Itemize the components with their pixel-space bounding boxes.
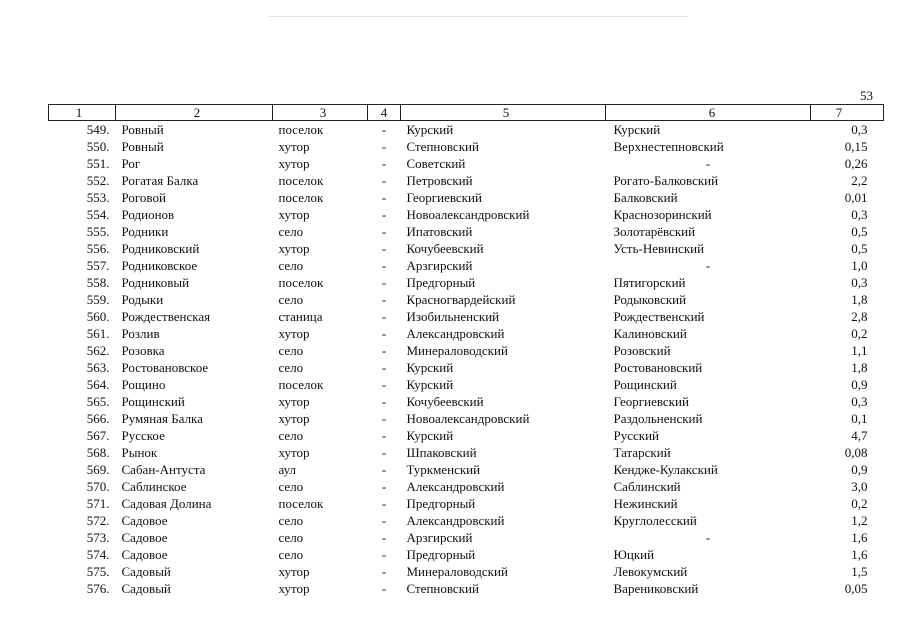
settlement-type: хутор [278, 326, 310, 341]
municipality-name: Рождественский [613, 309, 705, 324]
district-name: Новоалександровский [406, 411, 530, 426]
table-row [49, 342, 884, 359]
municipality-name: Розовский [613, 343, 671, 358]
district-name: Курский [406, 428, 454, 443]
municipality-name: Русский [613, 428, 659, 443]
municipality-name: Усть-Невинский [613, 241, 705, 256]
district-name: Петровский [406, 173, 473, 188]
municipality-name: - [705, 258, 711, 273]
column-4-value: - [381, 547, 387, 562]
column-4-value: - [381, 292, 387, 307]
municipality-name: Круглолесский [613, 513, 697, 528]
settlement-name: Сабан-Антуста [121, 462, 206, 477]
settlement-name: Родионов [121, 207, 175, 222]
row-number: 561. [86, 326, 110, 341]
settlement-type: хутор [278, 394, 310, 409]
numeric-value: 0,15 [844, 139, 868, 154]
column-header-3: 3 [273, 105, 368, 121]
settlement-type: аул [278, 462, 297, 477]
table-row [49, 495, 884, 512]
numeric-value: 0,3 [851, 122, 868, 137]
municipality-name: Раздольненский [613, 411, 703, 426]
municipality-name: Георгиевский [613, 394, 689, 409]
settlements-table [48, 104, 884, 597]
settlement-type: село [278, 428, 304, 443]
settlement-name: Садовая Долина [121, 496, 212, 511]
column-4-value: - [381, 513, 387, 528]
settlement-name: Роговой [121, 190, 166, 205]
settlement-name: Рогатая Балка [121, 173, 199, 188]
table-row [49, 393, 884, 410]
table-row [49, 291, 884, 308]
municipality-name: Кендже-Кулакский [613, 462, 718, 477]
district-name: Минераловодский [406, 564, 508, 579]
settlement-type: хутор [278, 156, 310, 171]
settlement-type: село [278, 513, 304, 528]
table-row [49, 172, 884, 189]
numeric-value: 0,5 [851, 224, 868, 239]
table-row [49, 461, 884, 478]
municipality-name: Саблинский [613, 479, 681, 494]
municipality-name: Юцкий [613, 547, 655, 562]
settlement-name: Садовое [121, 530, 168, 545]
table-row [49, 189, 884, 206]
settlement-type: село [278, 530, 304, 545]
district-name: Арзгирский [406, 530, 473, 545]
column-4-value: - [381, 394, 387, 409]
table-row [49, 206, 884, 223]
settlement-name: Родники [121, 224, 169, 239]
table-row [49, 546, 884, 563]
municipality-name: Татарский [613, 445, 671, 460]
numeric-value: 1,0 [851, 258, 868, 273]
table-row [49, 240, 884, 257]
column-header-6: 6 [606, 105, 811, 121]
settlement-type: хутор [278, 207, 310, 222]
district-name: Шпаковский [406, 445, 477, 460]
settlement-name: Розлив [121, 326, 160, 341]
municipality-name: Рощинский [613, 377, 677, 392]
district-name: Предгорный [406, 547, 476, 562]
numeric-value: 1,2 [851, 513, 868, 528]
table-row [49, 257, 884, 274]
settlement-type: село [278, 343, 304, 358]
municipality-name: Балковский [613, 190, 678, 205]
district-name: Ипатовский [406, 224, 473, 239]
row-number: 567. [86, 428, 110, 443]
table-row [49, 410, 884, 427]
settlement-name: Румяная Балка [121, 411, 203, 426]
district-name: Кочубеевский [406, 241, 484, 256]
row-number: 550. [86, 139, 110, 154]
table-row [49, 359, 884, 376]
settlement-type: станица [278, 309, 323, 324]
settlement-name: Ровный [121, 139, 164, 154]
settlement-name: Рождественская [121, 309, 211, 324]
numeric-value: 1,6 [851, 547, 868, 562]
municipality-name: Левокумский [613, 564, 688, 579]
district-name: Изобильненский [406, 309, 500, 324]
numeric-value: 0,9 [851, 462, 868, 477]
numeric-value: 0,5 [851, 241, 868, 256]
settlement-name: Саблинское [121, 479, 187, 494]
row-number: 551. [86, 156, 110, 171]
numeric-value: 0,1 [851, 411, 868, 426]
settlement-type: хутор [278, 411, 310, 426]
district-name: Курский [406, 377, 454, 392]
table-row [49, 138, 884, 155]
numeric-value: 0,26 [844, 156, 868, 171]
column-4-value: - [381, 360, 387, 375]
column-4-value: - [381, 258, 387, 273]
column-header-1: 1 [49, 105, 116, 121]
settlement-type: село [278, 258, 304, 273]
district-name: Арзгирский [406, 258, 473, 273]
municipality-name: Калиновский [613, 326, 687, 341]
district-name: Советский [406, 156, 466, 171]
row-number: 565. [86, 394, 110, 409]
row-number: 553. [86, 190, 110, 205]
settlement-type: хутор [278, 581, 310, 596]
table-row [49, 121, 884, 139]
table-row [49, 155, 884, 172]
table-header-row [49, 105, 884, 121]
settlement-name: Ростовановское [121, 360, 209, 375]
settlement-name: Рощинский [121, 394, 185, 409]
district-name: Предгорный [406, 275, 476, 290]
district-name: Туркменский [406, 462, 481, 477]
row-number: 554. [86, 207, 110, 222]
numeric-value: 1,8 [851, 360, 868, 375]
settlement-name: Садовый [121, 581, 171, 596]
district-name: Предгорный [406, 496, 476, 511]
row-number: 571. [86, 496, 110, 511]
settlement-type: село [278, 547, 304, 562]
settlement-type: хутор [278, 241, 310, 256]
settlement-name: Ровный [121, 122, 164, 137]
scan-artifact-line [268, 16, 688, 17]
settlement-name: Рог [121, 156, 141, 171]
district-name: Красногвардейский [406, 292, 516, 307]
row-number: 559. [86, 292, 110, 307]
table-row [49, 325, 884, 342]
settlement-type: село [278, 479, 304, 494]
settlement-name: Русское [121, 428, 165, 443]
settlement-type: хутор [278, 564, 310, 579]
settlement-name: Садовое [121, 513, 168, 528]
settlement-type: село [278, 292, 304, 307]
numeric-value: 2,2 [851, 173, 868, 188]
settlement-name: Рынок [121, 445, 158, 460]
table-row [49, 223, 884, 240]
column-header-7: 7 [811, 105, 884, 121]
column-4-value: - [381, 207, 387, 222]
settlement-type: поселок [278, 173, 324, 188]
row-number: 562. [86, 343, 110, 358]
column-4-value: - [381, 139, 387, 154]
numeric-value: 0,08 [844, 445, 868, 460]
column-4-value: - [381, 343, 387, 358]
column-4-value: - [381, 462, 387, 477]
settlement-type: поселок [278, 190, 324, 205]
settlement-name: Родыки [121, 292, 164, 307]
row-number: 576. [86, 581, 110, 596]
row-number: 575. [86, 564, 110, 579]
column-4-value: - [381, 377, 387, 392]
district-name: Степновский [406, 581, 479, 596]
district-name: Курский [406, 122, 454, 137]
table-row [49, 376, 884, 393]
column-header-4: 4 [368, 105, 401, 121]
column-4-value: - [381, 326, 387, 341]
row-number: 563. [86, 360, 110, 375]
settlement-name: Розовка [121, 343, 165, 358]
column-header-2: 2 [116, 105, 273, 121]
district-name: Александровский [406, 326, 505, 341]
column-4-value: - [381, 479, 387, 494]
district-name: Александровский [406, 479, 505, 494]
table-row [49, 512, 884, 529]
numeric-value: 0,3 [851, 275, 868, 290]
table-row [49, 427, 884, 444]
district-name: Георгиевский [406, 190, 482, 205]
row-number: 557. [86, 258, 110, 273]
row-number: 564. [86, 377, 110, 392]
numeric-value: 3,0 [851, 479, 868, 494]
row-number: 556. [86, 241, 110, 256]
table-row [49, 444, 884, 461]
municipality-name: Верхнестепновский [613, 139, 724, 154]
numeric-value: 1,5 [851, 564, 868, 579]
municipality-name: Краснозоринский [613, 207, 712, 222]
column-4-value: - [381, 445, 387, 460]
settlement-name: Садовое [121, 547, 168, 562]
table-row [49, 529, 884, 546]
settlement-name: Родниковый [121, 275, 190, 290]
row-number: 570. [86, 479, 110, 494]
numeric-value: 2,8 [851, 309, 868, 324]
row-number: 555. [86, 224, 110, 239]
settlement-type: село [278, 360, 304, 375]
table-row [49, 563, 884, 580]
numeric-value: 1,1 [851, 343, 868, 358]
settlement-type: хутор [278, 445, 310, 460]
row-number: 566. [86, 411, 110, 426]
row-number: 573. [86, 530, 110, 545]
municipality-name: Нежинский [613, 496, 678, 511]
municipality-name: Рогато-Балковский [613, 173, 719, 188]
column-4-value: - [381, 309, 387, 324]
municipality-name: Ростовановский [613, 360, 703, 375]
table-body [49, 121, 884, 598]
settlement-type: поселок [278, 275, 324, 290]
district-name: Степновский [406, 139, 479, 154]
column-4-value: - [381, 496, 387, 511]
municipality-name: Варениковский [613, 581, 699, 596]
numeric-value: 0,3 [851, 207, 868, 222]
column-4-value: - [381, 173, 387, 188]
column-4-value: - [381, 122, 387, 137]
numeric-value: 4,7 [851, 428, 868, 443]
district-name: Александровский [406, 513, 505, 528]
row-number: 558. [86, 275, 110, 290]
column-4-value: - [381, 241, 387, 256]
column-4-value: - [381, 411, 387, 426]
column-4-value: - [381, 275, 387, 290]
numeric-value: 0,2 [851, 326, 868, 341]
district-name: Новоалександровский [406, 207, 530, 222]
municipality-name: Курский [613, 122, 661, 137]
row-number: 569. [86, 462, 110, 477]
column-header-5: 5 [401, 105, 606, 121]
settlement-name: Рощино [121, 377, 166, 392]
column-4-value: - [381, 530, 387, 545]
column-4-value: - [381, 581, 387, 596]
settlement-type: поселок [278, 122, 324, 137]
numeric-value: 1,8 [851, 292, 868, 307]
settlement-type: село [278, 224, 304, 239]
numeric-value: 1,6 [851, 530, 868, 545]
district-name: Курский [406, 360, 454, 375]
settlement-type: поселок [278, 377, 324, 392]
settlement-name: Родниковское [121, 258, 198, 273]
numeric-value: 0,2 [851, 496, 868, 511]
table-row [49, 274, 884, 291]
row-number: 572. [86, 513, 110, 528]
settlement-type: хутор [278, 139, 310, 154]
row-number: 560. [86, 309, 110, 324]
municipality-name: Пятигорский [613, 275, 686, 290]
numeric-value: 0,05 [844, 581, 868, 596]
municipality-name: Золотарёвский [613, 224, 696, 239]
row-number: 574. [86, 547, 110, 562]
page-number: 53 [860, 88, 873, 103]
settlement-name: Садовый [121, 564, 171, 579]
column-4-value: - [381, 428, 387, 443]
row-number: 552. [86, 173, 110, 188]
table-row [49, 478, 884, 495]
column-4-value: - [381, 190, 387, 205]
numeric-value: 0,01 [844, 190, 868, 205]
numeric-value: 0,9 [851, 377, 868, 392]
column-4-value: - [381, 156, 387, 171]
table-row [49, 308, 884, 325]
municipality-name: - [705, 156, 711, 171]
table-row [49, 580, 884, 597]
row-number: 549. [86, 122, 110, 137]
municipality-name: Родыковский [613, 292, 687, 307]
row-number: 568. [86, 445, 110, 460]
numeric-value: 0,3 [851, 394, 868, 409]
settlement-name: Родниковский [121, 241, 200, 256]
district-name: Кочубеевский [406, 394, 484, 409]
municipality-name: - [705, 530, 711, 545]
column-4-value: - [381, 224, 387, 239]
column-4-value: - [381, 564, 387, 579]
district-name: Минераловодский [406, 343, 508, 358]
settlement-type: поселок [278, 496, 324, 511]
